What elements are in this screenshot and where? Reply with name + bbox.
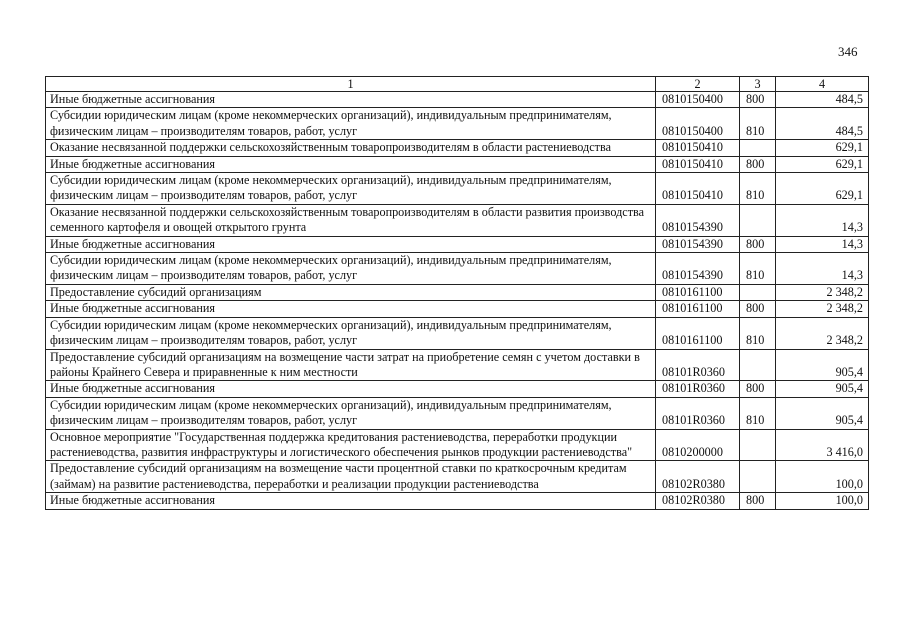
row-target-code: 0810161100: [656, 301, 740, 317]
row-amount: 629,1: [776, 140, 869, 156]
row-amount: 905,4: [776, 381, 869, 397]
row-amount: 484,5: [776, 108, 869, 140]
row-target-code: 0810150400: [656, 92, 740, 108]
row-amount: 100,0: [776, 461, 869, 493]
table-row: [46, 108, 869, 140]
table-row: [46, 349, 869, 381]
row-expense-type: 800: [740, 493, 776, 509]
row-target-code: 08102R0380: [656, 493, 740, 509]
row-description: Субсидии юридическим лицам (кроме некоммерческих организаций), индивидуальным предпринимателям, физическим лицам – производителям товаров, работ, услуг: [46, 173, 656, 205]
row-amount: 3 416,0: [776, 429, 869, 461]
table-row: [46, 156, 869, 172]
row-target-code: 0810161100: [656, 317, 740, 349]
table-row: [46, 493, 869, 509]
column-header-4: 4: [776, 77, 869, 92]
row-description: Иные бюджетные ассигнования: [46, 156, 656, 172]
row-amount: 629,1: [776, 156, 869, 172]
table-row: [46, 92, 869, 108]
row-amount: 100,0: [776, 493, 869, 509]
row-target-code: 0810161100: [656, 284, 740, 300]
row-expense-type: 800: [740, 381, 776, 397]
row-description: Оказание несвязанной поддержки сельскохозяйственным товаропроизводителям в области растениеводства: [46, 140, 656, 156]
row-description: Оказание несвязанной поддержки сельскохозяйственным товаропроизводителям в области развития производства семенного картофеля и овощей открытого грунта: [46, 204, 656, 236]
column-header-1: 1: [46, 77, 656, 92]
table-row: [46, 173, 869, 205]
row-expense-type: 800: [740, 156, 776, 172]
table-row: [46, 253, 869, 285]
column-header-2: 2: [656, 77, 740, 92]
row-amount: 14,3: [776, 204, 869, 236]
row-target-code: 0810150410: [656, 156, 740, 172]
row-target-code: 0810150410: [656, 140, 740, 156]
row-expense-type: 800: [740, 301, 776, 317]
table-row: [46, 140, 869, 156]
row-description: Основное мероприятие "Государственная поддержка кредитования растениеводства, переработки продукции растениеводства, развития инфраструктуры и логистического обеспечения рынков продукции растениеводства": [46, 429, 656, 461]
row-expense-type: 810: [740, 317, 776, 349]
table-row: [46, 397, 869, 429]
row-description: Субсидии юридическим лицам (кроме некоммерческих организаций), индивидуальным предпринимателям, физическим лицам – производителям товаров, работ, услуг: [46, 253, 656, 285]
row-target-code: 0810154390: [656, 253, 740, 285]
row-target-code: 08102R0380: [656, 461, 740, 493]
row-amount: 905,4: [776, 349, 869, 381]
table-row: [46, 429, 869, 461]
page-number: 346: [838, 44, 858, 59]
row-expense-type: [740, 349, 776, 381]
table-row: [46, 317, 869, 349]
row-target-code: 0810200000: [656, 429, 740, 461]
table-row: [46, 301, 869, 317]
row-description: Предоставление субсидий организациям на возмещение части затрат на приобретение семян с учетом доставки в районы Крайнего Севера и приравненные к ним местности: [46, 349, 656, 381]
table-row: [46, 461, 869, 493]
row-expense-type: [740, 461, 776, 493]
table-row: [46, 284, 869, 300]
table-row: [46, 236, 869, 252]
row-expense-type: 800: [740, 92, 776, 108]
row-amount: 905,4: [776, 397, 869, 429]
row-expense-type: 810: [740, 173, 776, 205]
row-amount: 2 348,2: [776, 284, 869, 300]
row-target-code: 0810154390: [656, 204, 740, 236]
row-target-code: 0810150400: [656, 108, 740, 140]
row-description: Иные бюджетные ассигнования: [46, 92, 656, 108]
row-amount: 484,5: [776, 92, 869, 108]
row-target-code: 0810150410: [656, 173, 740, 205]
row-target-code: 08101R0360: [656, 349, 740, 381]
row-expense-type: [740, 140, 776, 156]
row-expense-type: 800: [740, 236, 776, 252]
row-description: Субсидии юридическим лицам (кроме некоммерческих организаций), индивидуальным предпринимателям, физическим лицам – производителям товаров, работ, услуг: [46, 108, 656, 140]
row-description: Иные бюджетные ассигнования: [46, 493, 656, 509]
row-expense-type: 810: [740, 397, 776, 429]
table-header-row: [46, 77, 869, 92]
row-target-code: 08101R0360: [656, 397, 740, 429]
row-expense-type: 810: [740, 253, 776, 285]
row-description: Субсидии юридическим лицам (кроме некоммерческих организаций), индивидуальным предпринимателям, физическим лицам – производителям товаров, работ, услуг: [46, 317, 656, 349]
row-description: Иные бюджетные ассигнования: [46, 381, 656, 397]
row-description: Предоставление субсидий организациям: [46, 284, 656, 300]
row-expense-type: 810: [740, 108, 776, 140]
row-target-code: 0810154390: [656, 236, 740, 252]
row-expense-type: [740, 429, 776, 461]
row-amount: 2 348,2: [776, 317, 869, 349]
row-amount: 14,3: [776, 236, 869, 252]
row-description: Иные бюджетные ассигнования: [46, 236, 656, 252]
budget-table: [45, 76, 869, 510]
row-description: Предоставление субсидий организациям на возмещение части процентной ставки по краткосрочным кредитам (займам) на развитие растениеводства, переработки и реализации продукции растениеводства: [46, 461, 656, 493]
row-amount: 629,1: [776, 173, 869, 205]
table-row: [46, 204, 869, 236]
row-description: Субсидии юридическим лицам (кроме некоммерческих организаций), индивидуальным предпринимателям, физическим лицам – производителям товаров, работ, услуг: [46, 397, 656, 429]
table-row: [46, 381, 869, 397]
row-target-code: 08101R0360: [656, 381, 740, 397]
column-header-3: 3: [740, 77, 776, 92]
row-description: Иные бюджетные ассигнования: [46, 301, 656, 317]
table-body: [46, 92, 869, 510]
row-expense-type: [740, 204, 776, 236]
row-amount: 2 348,2: [776, 301, 869, 317]
row-expense-type: [740, 284, 776, 300]
row-amount: 14,3: [776, 253, 869, 285]
